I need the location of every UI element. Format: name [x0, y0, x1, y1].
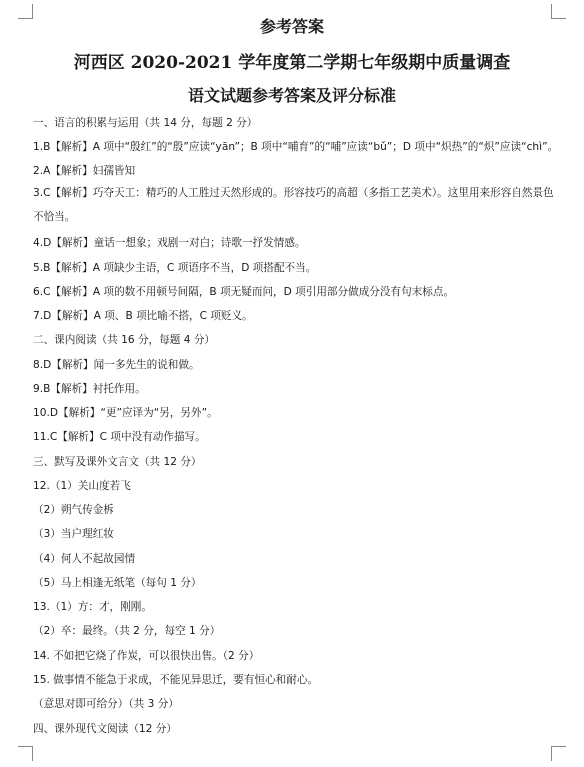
answer-key-title: 语文试题参考答案及评分标准 — [187, 86, 396, 105]
page-title: 参考答案 — [259, 17, 324, 36]
exam-title: 河西区 2020-2021 学年度第二学期七年级期中质量调查 — [73, 53, 511, 73]
answer-line: 12.（1）关山度若飞 — [33, 480, 131, 492]
answer-line: 5.B【解析】A 项缺少主语，C 项语序不当，D 项搭配不当。 — [33, 262, 317, 274]
crop-mark-bottom-right — [551, 746, 566, 761]
answer-line: （意思对即可给分）（共 3 分） — [33, 698, 179, 710]
answer-line: （2）卒：最终。（共 2 分，每空 1 分） — [33, 625, 221, 637]
answer-line: 14. 不如把它烧了作炭，可以很快出售。（2 分） — [33, 650, 260, 662]
answer-line: 8.D【解析】闻一多先生的说和做。 — [33, 359, 200, 371]
answer-line: 13.（1）方：才，刚刚。 — [33, 601, 152, 613]
section-heading-1: 一、语言的积累与运用（共 14 分，每题 2 分） — [33, 117, 258, 129]
answer-line: 7.D【解析】A 项、B 项比喻不搭，C 项贬义。 — [33, 310, 253, 322]
answer-line: 9.B【解析】衬托作用。 — [33, 383, 146, 395]
section-heading-2: 二、课内阅读（共 16 分，每题 4 分） — [33, 334, 216, 346]
section-heading-3: 三、默写及课外文言文（共 12 分） — [33, 456, 202, 468]
section-heading-4: 四、课外现代文阅读（12 分） — [33, 723, 177, 735]
answer-line: 10.D【解析】“更”应译为“另，另外”。 — [33, 407, 218, 419]
answer-line: （2）朔气传金柝 — [33, 504, 114, 516]
answer-line: 1.B【解析】A 项中“殷红”的“殷”应读“yān”；B 项中“哺育”的“哺”应读“bǔ”；D 项中“炽热”的“炽”应读“chì”。 — [33, 141, 559, 153]
answer-line: 15. 做事情不能急于求成，不能见异思迁，要有恒心和耐心。 — [33, 674, 319, 686]
answer-line-wrapped: 3.C【解析】巧夺天工：精巧的人工胜过天然形成的。形容技巧的高超（多指工艺美术）。这里用来形容自然景色不恰当。 — [33, 187, 554, 223]
answer-line: （5）马上相逢无纸笔（每句 1 分） — [33, 577, 202, 589]
answer-line: 6.C【解析】A 项的数不用顿号间隔，B 项无疑而问，D 项引用部分做成分没有句末标点。 — [33, 286, 455, 298]
answer-line: （4）何人不起故园情 — [33, 553, 136, 565]
answer-line: （3）当户理红妆 — [33, 528, 114, 540]
answer-line: 4.D【解析】童话一想象；戏剧一对白；诗歌一抒发情感。 — [33, 237, 306, 249]
answer-line: 2.A【解析】妇孺皆知 — [33, 165, 136, 177]
answer-line: 11.C【解析】C 项中没有动作描写。 — [33, 431, 206, 443]
crop-mark-bottom-left — [18, 746, 33, 761]
